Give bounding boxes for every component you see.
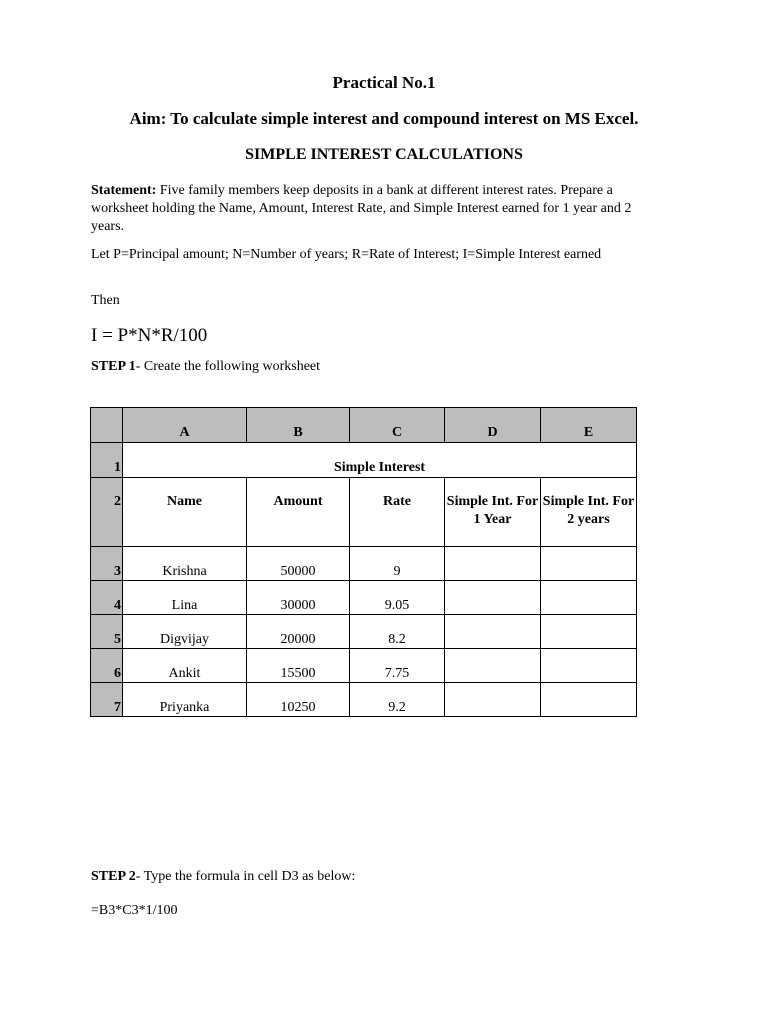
header-si-2years: Simple Int. For 2 years	[541, 478, 637, 547]
worksheet-table	[90, 407, 637, 717]
step1-text: - Create the following worksheet	[135, 359, 321, 374]
cell-amount: 10250	[247, 683, 350, 717]
cell-name: Krishna	[123, 547, 247, 581]
column-header-b: B	[247, 408, 350, 443]
column-header-d: D	[445, 408, 541, 443]
cell-formula: =B3*C3*1/100	[91, 903, 178, 918]
table-row	[91, 581, 637, 615]
header-amount: Amount	[247, 478, 350, 547]
row-number: 2	[91, 478, 123, 547]
header-si-1year: Simple Int. For 1 Year	[445, 478, 541, 547]
step1-label: STEP 1	[91, 359, 136, 374]
cell-si-2years	[541, 683, 637, 717]
row-number: 7	[91, 683, 123, 717]
cell-si-2years	[541, 615, 637, 649]
table-row	[91, 478, 637, 547]
cell-si-2years	[541, 581, 637, 615]
aim-heading: Aim: To calculate simple interest and compound interest on MS Excel.	[129, 109, 639, 128]
cell-rate: 9	[350, 547, 445, 581]
cell-name: Lina	[123, 581, 247, 615]
merged-title-cell: Simple Interest	[123, 443, 637, 478]
cell-si-1year	[445, 581, 541, 615]
cell-si-1year	[445, 547, 541, 581]
row-number: 1	[91, 443, 123, 478]
column-header-a: A	[123, 408, 247, 443]
table-row	[91, 443, 637, 478]
definitions-paragraph: Let P=Principal amount; N=Number of years; R=Rate of Interest; I=Simple Interest earned	[91, 247, 602, 262]
cell-name: Ankit	[123, 649, 247, 683]
cell-amount: 15500	[247, 649, 350, 683]
interest-formula: I = P*N*R/100	[91, 325, 208, 346]
column-header-row	[91, 408, 637, 443]
table-row	[91, 649, 637, 683]
step1-paragraph	[91, 358, 663, 376]
cell-si-1year	[445, 683, 541, 717]
corner-cell	[91, 408, 123, 443]
column-header-e: E	[541, 408, 637, 443]
column-header-c: C	[350, 408, 445, 443]
table-row	[91, 683, 637, 717]
cell-rate: 7.75	[350, 649, 445, 683]
cell-amount: 30000	[247, 581, 350, 615]
row-number: 5	[91, 615, 123, 649]
step2-label: STEP 2	[91, 869, 136, 884]
cell-rate: 8.2	[350, 615, 445, 649]
step2-text: - Type the formula in cell D3 as below:	[135, 869, 356, 884]
cell-rate: 9.2	[350, 683, 445, 717]
page-title: Practical No.1	[332, 73, 436, 92]
statement-paragraph	[91, 182, 663, 236]
table-row	[91, 615, 637, 649]
cell-si-2years	[541, 547, 637, 581]
cell-amount: 50000	[247, 547, 350, 581]
then-paragraph: Then	[91, 293, 120, 308]
step2-paragraph	[91, 868, 663, 886]
row-number: 6	[91, 649, 123, 683]
statement-label: Statement:	[91, 183, 157, 198]
cell-si-1year	[445, 615, 541, 649]
header-name: Name	[123, 478, 247, 547]
cell-si-2years	[541, 649, 637, 683]
cell-name: Priyanka	[123, 683, 247, 717]
row-number: 4	[91, 581, 123, 615]
cell-amount: 20000	[247, 615, 350, 649]
cell-name: Digvijay	[123, 615, 247, 649]
cell-si-1year	[445, 649, 541, 683]
section-heading: SIMPLE INTEREST CALCULATIONS	[245, 146, 523, 163]
cell-rate: 9.05	[350, 581, 445, 615]
table-row	[91, 547, 637, 581]
row-number: 3	[91, 547, 123, 581]
header-rate: Rate	[350, 478, 445, 547]
statement-text: Five family members keep deposits in a bank at different interest rates. Prepare a worksheet holding the Name, Amount, Interest Rate, and Simple Interest earned for 1 year and 2 years.	[91, 183, 632, 234]
